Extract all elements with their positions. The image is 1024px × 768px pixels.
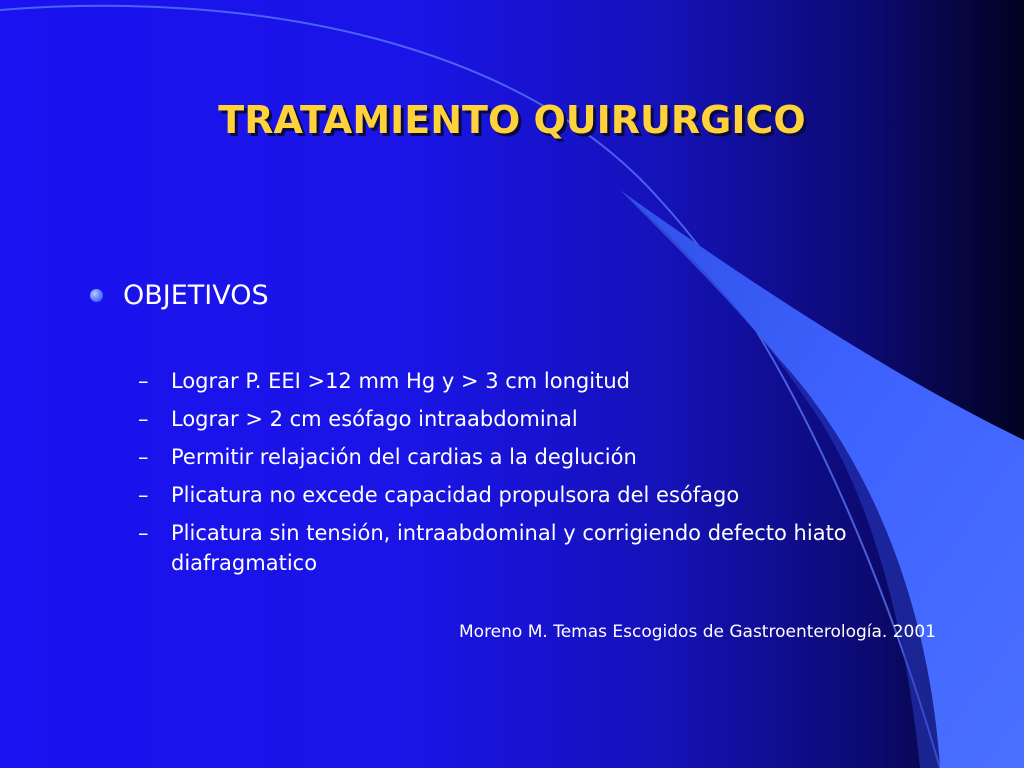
list-item: [138, 518, 938, 578]
list-item-text: Lograr P. EEI >12 mm Hg y > 3 cm longitud: [171, 369, 630, 393]
dash-marker: –: [138, 483, 149, 507]
list-item: [138, 366, 938, 396]
list-item-text: Permitir relajación del cardias a la deglución: [171, 445, 637, 469]
dash-marker: –: [138, 369, 149, 393]
list-item: [138, 404, 938, 434]
list-item-text: Lograr > 2 cm esófago intraabdominal: [171, 407, 578, 431]
list-item: [138, 480, 938, 510]
bullet-objetivos: [90, 280, 269, 311]
list-item: [138, 442, 938, 472]
list-item-text: Plicatura sin tensión, intraabdominal y corrigiendo defecto hiato diafragmatico: [171, 521, 847, 575]
bullet-dot-icon: [90, 289, 103, 302]
slide-title: TRATAMIENTO QUIRURGICO: [218, 98, 806, 142]
bullet-label: OBJETIVOS: [123, 280, 269, 311]
citation: Moreno M. Temas Escogidos de Gastroenterología. 2001: [459, 622, 936, 642]
dash-marker: –: [138, 445, 149, 469]
dash-marker: –: [138, 407, 149, 431]
dash-marker: –: [138, 521, 149, 545]
sub-item-list: [138, 366, 938, 586]
list-item-text: Plicatura no excede capacidad propulsora del esófago: [171, 483, 740, 507]
